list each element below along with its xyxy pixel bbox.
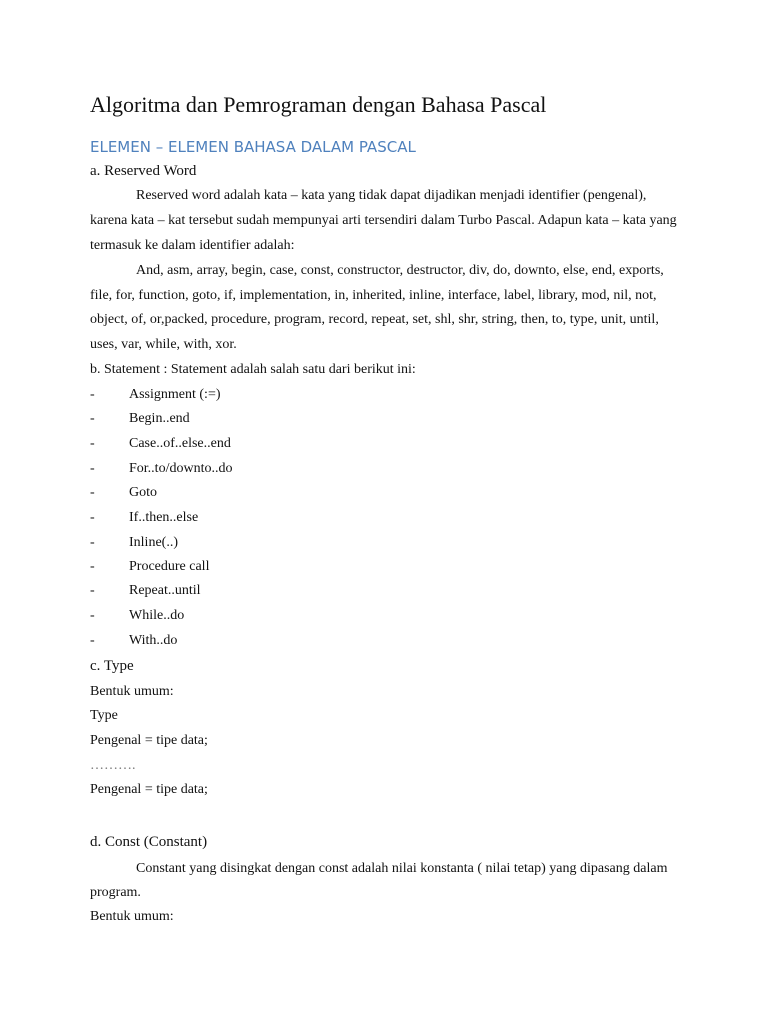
section-b-label: b. Statement : Statement adalah salah satu dari berikut ini: <box>90 362 416 377</box>
list-item-text: While..do <box>129 608 185 623</box>
section-c-line: Pengenal = tipe data; <box>90 782 208 797</box>
list-item-text: If..then..else <box>129 510 199 525</box>
section-c-line: Pengenal = tipe data; <box>90 733 208 748</box>
list-item-text: Inline(..) <box>129 535 178 550</box>
section-heading: ELEMEN – ELEMEN BAHASA DALAM PASCAL <box>90 138 416 156</box>
section-c-label: c. Type <box>90 658 134 674</box>
list-item-text: Procedure call <box>129 559 210 574</box>
list-item-text: With..do <box>129 633 178 648</box>
list-item-text: Begin..end <box>129 411 190 426</box>
section-a-para2-line1: And, asm, array, begin, case, const, constructor, destructor, div, do, downto, else, end, exports, <box>136 263 664 278</box>
section-a-para2-line3: object, of, or,packed, procedure, program, record, repeat, set, shl, shr, string, then, to, type, unit, until, <box>90 312 659 327</box>
list-bullet: - <box>90 387 95 402</box>
list-item-text: Goto <box>129 485 157 500</box>
section-a-para2-line2: file, for, function, goto, if, implementation, in, inherited, inline, interface, label, library, mod, nil, not, <box>90 288 657 303</box>
section-d-after: Bentuk umum: <box>90 909 174 924</box>
list-item-text: Case..of..else..end <box>129 436 231 451</box>
section-a-label: a. Reserved Word <box>90 163 197 179</box>
list-bullet: - <box>90 559 95 574</box>
section-d-para-line1: Constant yang disingkat dengan const adalah nilai konstanta ( nilai tetap) yang dipasang dalam <box>136 861 668 876</box>
section-a-para2-line4: uses, var, while, with, xor. <box>90 337 237 352</box>
list-bullet: - <box>90 510 95 525</box>
section-c-line: Bentuk umum: <box>90 684 174 699</box>
section-c-ellipsis: ………. <box>90 758 136 773</box>
list-item-text: Assignment (:=) <box>129 387 221 402</box>
section-a-para1-line3: termasuk ke dalam identifier adalah: <box>90 238 295 253</box>
list-bullet: - <box>90 583 95 598</box>
list-bullet: - <box>90 461 95 476</box>
list-bullet: - <box>90 535 95 550</box>
list-bullet: - <box>90 485 95 500</box>
list-bullet: - <box>90 608 95 623</box>
list-item-text: For..to/downto..do <box>129 461 233 476</box>
section-a-para1-line1: Reserved word adalah kata – kata yang tidak dapat dijadikan menjadi identifier (pengenal), <box>136 188 647 203</box>
section-d-label: d. Const (Constant) <box>90 834 208 850</box>
list-item-text: Repeat..until <box>129 583 201 598</box>
section-a-para1-line2: karena kata – kat tersebut sudah mempunyai arti tersendiri dalam Turbo Pascal. Adapun kata – kata yang <box>90 213 677 228</box>
list-bullet: - <box>90 436 95 451</box>
document-title: Algoritma dan Pemrograman dengan Bahasa Pascal <box>90 92 547 117</box>
section-c-line: Type <box>90 708 118 723</box>
list-bullet: - <box>90 633 95 648</box>
list-bullet: - <box>90 411 95 426</box>
section-d-para-line2: program. <box>90 885 141 900</box>
